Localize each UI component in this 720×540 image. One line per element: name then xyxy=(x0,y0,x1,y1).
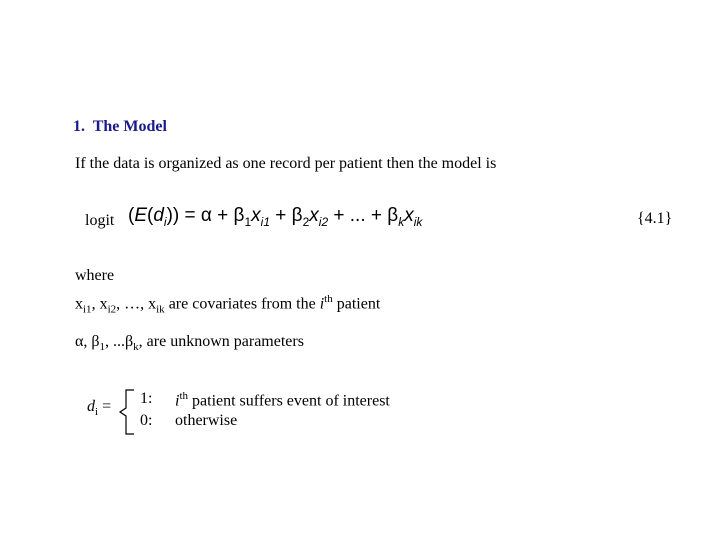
case2-text: otherwise xyxy=(175,412,238,429)
indicator-lhs: $d_i$ = xyxy=(87,398,112,419)
where-label: where xyxy=(75,267,115,284)
model-formula: $(E(d_i)) = \alpha + \beta_1x_{i1} + \beta_2x_{i2}$ + ... + $\beta_kx_{ik}$ xyxy=(128,205,423,229)
covariates-text: are covariates from the xyxy=(168,295,316,313)
left-brace-icon xyxy=(118,388,138,438)
section-title: The Model xyxy=(92,118,167,135)
intro-text: If the data is organized as one record per patient then the model is xyxy=(75,155,497,172)
case1-text: $i^{th}$ patient suffers event of interest xyxy=(175,390,390,410)
covariates-line: $x_{i1}$, $x_{i2}$, …, $x_{ik}$ are covariates from the $i^{th}$ patient xyxy=(75,293,381,316)
case2-key: 0: xyxy=(140,412,153,429)
parameters-text: are unknown parameters xyxy=(146,333,304,350)
section-heading xyxy=(73,118,167,136)
parameters-line: α, $\beta_1$, $...\beta_k$, are unknown parameters xyxy=(75,333,304,354)
section-number: 1. xyxy=(73,118,85,135)
logit-label: logit xyxy=(85,212,115,229)
equation-number: {4.1} xyxy=(637,210,673,227)
case1-key: 1: xyxy=(140,390,153,407)
